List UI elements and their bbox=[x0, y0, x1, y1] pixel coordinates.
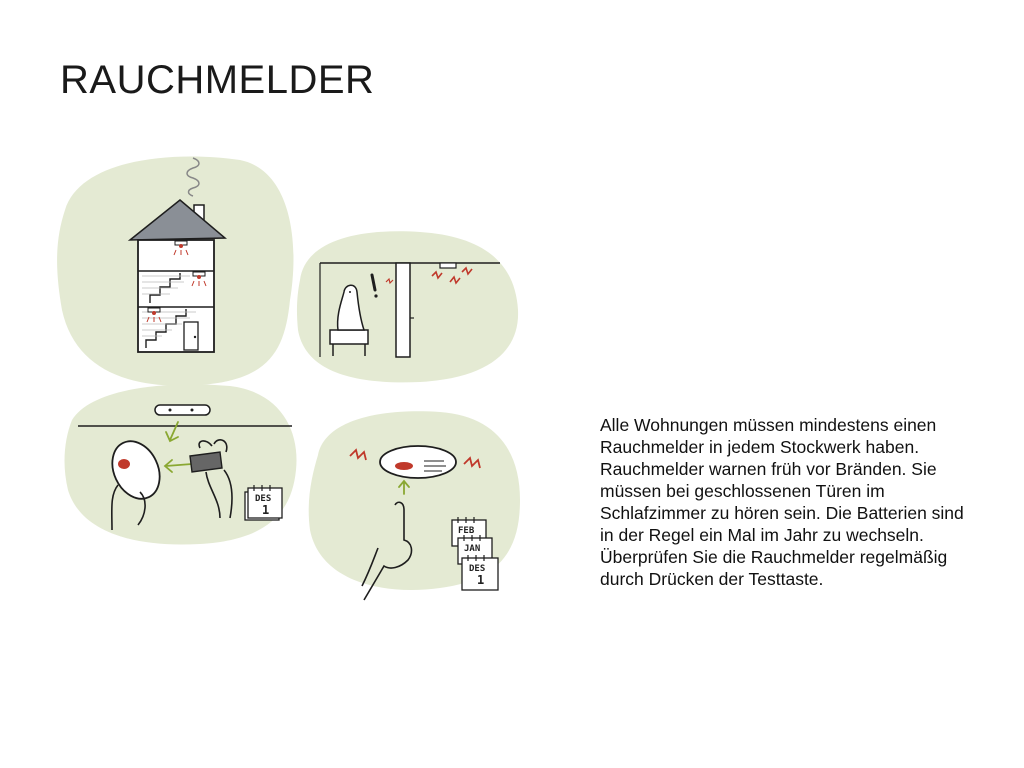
detector-mount bbox=[155, 405, 210, 415]
calendar-month-back: FEB bbox=[458, 526, 475, 536]
smoke-detector-icon bbox=[440, 263, 456, 268]
battery-icon bbox=[190, 452, 222, 472]
calendar-month-mid: JAN bbox=[464, 544, 481, 554]
smoke-detector-icon bbox=[380, 446, 456, 478]
door bbox=[184, 322, 198, 350]
wall bbox=[396, 263, 410, 357]
test-button-panel bbox=[309, 411, 520, 600]
house-panel bbox=[57, 157, 293, 386]
calendar-day: 1 bbox=[477, 573, 485, 587]
calendar-month-front: DES bbox=[469, 564, 486, 574]
calendar-icon bbox=[245, 485, 282, 520]
slide-title: RAUCHMELDER bbox=[60, 58, 375, 102]
battery-panel bbox=[65, 384, 297, 544]
calendar-day: 1 bbox=[262, 503, 270, 517]
calendar-month: DES bbox=[255, 494, 272, 504]
body-paragraph: Alle Wohnungen müssen mindestens einen Rauchmelder in jedem Stockwerk haben. Rauchmelder warnen früh vor Bränden. Sie müssen bei geschlossenen Türen im Schlafzimmer zu hören sein. Die Batterien sind in der Regel ein Mal im Jahr zu wechseln. Überprüfen Sie die Rauchmelder regelmäßig durch Drücken der Testtaste. bbox=[600, 415, 964, 589]
bedroom-panel bbox=[297, 231, 518, 382]
